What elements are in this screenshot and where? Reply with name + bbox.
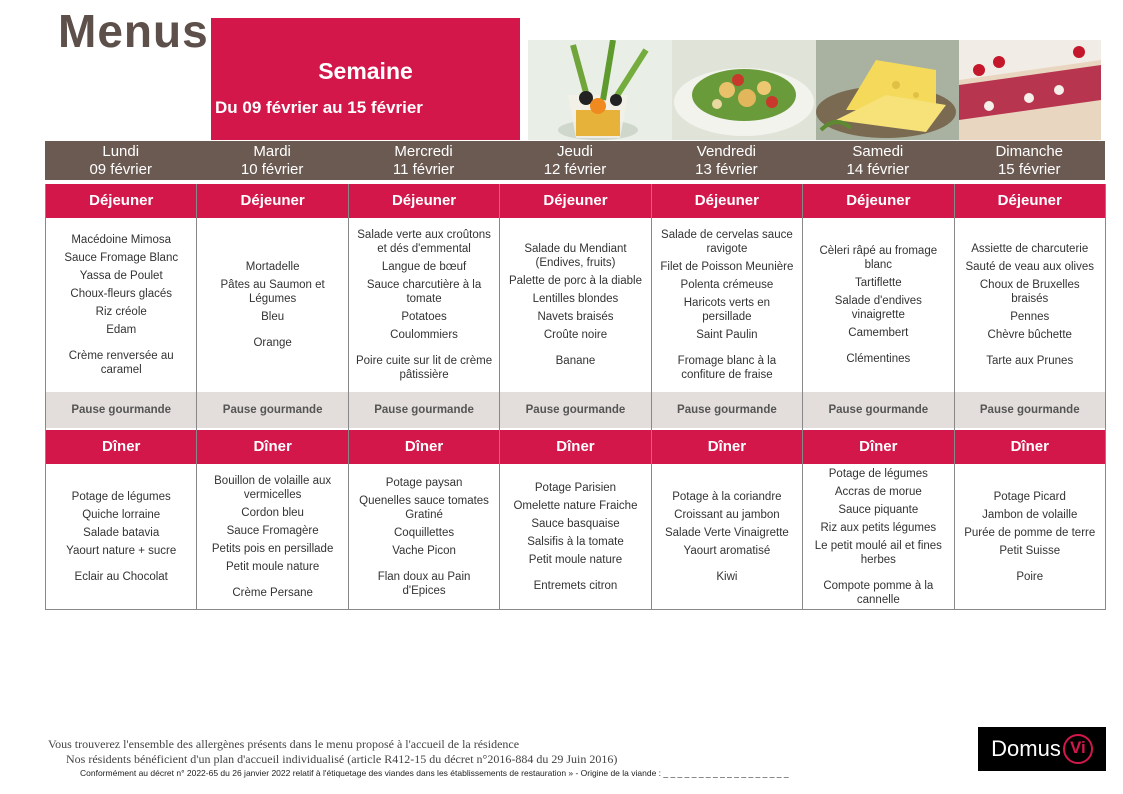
menu-item: Tarte aux Prunes — [986, 355, 1074, 367]
menu-item: Filet de Poisson Meunière — [660, 261, 794, 273]
menu-item: Salsifis à la tomate — [527, 535, 624, 548]
lunch-heading: Déjeuner — [500, 184, 650, 218]
menu-item: Salade d'endives vinaigrette — [834, 295, 922, 321]
menu-item: Mortadelle — [245, 261, 300, 273]
menu-grid — [45, 184, 1106, 610]
photo-asparagus-verrine — [528, 40, 672, 140]
dinner-heading: Dîner — [652, 430, 802, 464]
dinner-items — [955, 464, 1105, 610]
dinner-items — [197, 464, 347, 610]
menu-item: Croissant au jambon — [674, 508, 780, 521]
menu-item: Omelette nature Fraiche — [513, 499, 638, 512]
menu-item: Salade Verte Vinaigrette — [664, 526, 789, 539]
menu-item: Accras de morue — [834, 485, 922, 498]
menu-item: Polenta crémeuse — [680, 279, 774, 291]
menu-item: Poire — [1016, 570, 1044, 583]
menu-item: Salade du Mendiant (Endives, fruits) — [524, 243, 627, 269]
menu-item: Salade batavia — [83, 526, 160, 539]
menu-item: Sauce Fromage Blanc — [64, 252, 179, 264]
menu-item: Bleu — [261, 311, 285, 323]
menu-item: Cèleri râpé au fromage blanc — [819, 245, 938, 271]
menu-item: Vache Picon — [392, 544, 456, 557]
lunch-items — [500, 218, 650, 392]
menu-item: Tartiflette — [854, 277, 902, 289]
menu-item: Potage à la coriandre — [672, 490, 782, 503]
lunch-heading: Déjeuner — [197, 184, 347, 218]
menu-item: Orange — [253, 337, 292, 349]
menu-item: Yaourt nature + sucre — [66, 544, 177, 557]
dinner-heading: Dîner — [500, 430, 650, 464]
day-date: 11 février — [392, 161, 455, 178]
page-title: Menus — [58, 5, 209, 57]
day-name: Jeudi — [557, 143, 593, 160]
menu-item: Salade de cervelas sauce ravigote — [661, 229, 793, 255]
dinner-items — [652, 464, 802, 610]
menu-item: Lentilles blondes — [532, 293, 619, 305]
lunch-heading: Déjeuner — [803, 184, 953, 218]
logo-text: Domus — [991, 736, 1061, 761]
menu-item: Yaourt aromatisé — [683, 544, 771, 557]
footer-allergens: Vous trouverez l'ensemble des allergènes présents dans le menu proposé à l'accueil de la résidence — [48, 737, 520, 751]
day-header — [348, 141, 499, 180]
lunch-heading: Déjeuner — [652, 184, 802, 218]
day-column — [348, 184, 499, 610]
menu-item: Haricots verts en persillade — [683, 297, 771, 323]
dinner-heading: Dîner — [46, 430, 196, 464]
menu-item: Petit Suisse — [999, 544, 1061, 557]
menu-item: Edam — [106, 324, 137, 336]
menu-item: Flan doux au Pain d'Epices — [377, 570, 471, 597]
menu-item: Bouillon de volaille aux vermicelles — [214, 474, 332, 501]
menu-item: Pennes — [1010, 311, 1050, 323]
lunch-items — [46, 218, 196, 392]
menu-item: Potage de légumes — [828, 467, 928, 480]
menu-item: Quiche lorraine — [82, 508, 161, 521]
dinner-items — [500, 464, 650, 610]
day-header — [499, 141, 650, 180]
menu-item: Pâtes au Saumon et Légumes — [220, 279, 325, 305]
menu-item: Sauce charcutière à la tomate — [366, 279, 482, 305]
menu-item: Sauté de veau aux olives — [965, 261, 1094, 273]
day-date: 12 février — [543, 161, 607, 178]
lunch-heading: Déjeuner — [46, 184, 196, 218]
menu-item: Cordon bleu — [241, 506, 304, 519]
day-column — [802, 184, 953, 610]
snack-break: Pause gourmande — [955, 392, 1105, 428]
menu-item: Jambon de volaille — [982, 508, 1078, 521]
menu-item: Clémentines — [846, 353, 911, 365]
dinner-heading: Dîner — [803, 430, 953, 464]
menu-item: Coquillettes — [394, 526, 455, 539]
days-header — [45, 141, 1105, 180]
menu-item: Quenelles sauce tomates Gratiné — [359, 494, 489, 521]
day-date: 15 février — [997, 161, 1061, 178]
menu-item: Potage Parisien — [534, 481, 617, 494]
day-date: 14 février — [846, 161, 910, 178]
snack-break: Pause gourmande — [652, 392, 802, 428]
logo-mark: Vi — [1063, 734, 1093, 764]
footer-decree: Conformément au décret n° 2022-65 du 26 janvier 2022 relatif à l'étiquetage des viandes dans les établissements de restauration » - Origine de la viande : _ _ _ _ _ _ _ _ _ _ _ _ _ _ _ _ _ _ — [80, 768, 789, 778]
menu-item: Riz aux petits légumes — [820, 521, 937, 534]
menu-item: Fromage blanc à la confiture de fraise — [677, 355, 777, 381]
menu-item: Banane — [555, 355, 596, 367]
menu-item: Purée de pomme de terre — [964, 526, 1096, 539]
day-column — [196, 184, 347, 610]
dinner-heading: Dîner — [197, 430, 347, 464]
menu-item: Sauce Fromagère — [226, 524, 319, 537]
snack-break: Pause gourmande — [46, 392, 196, 428]
day-date: 13 février — [695, 161, 758, 178]
dinner-items — [349, 464, 499, 610]
snack-break: Pause gourmande — [197, 392, 347, 428]
day-date: 10 février — [240, 161, 304, 178]
menu-item: Petit moule nature — [528, 553, 623, 566]
day-name: Mercredi — [394, 143, 453, 160]
day-column — [45, 184, 196, 610]
day-column — [651, 184, 802, 610]
lunch-items — [197, 218, 347, 392]
menu-item: Potage Picard — [993, 490, 1066, 503]
menu-item: Riz créole — [95, 306, 147, 318]
menu-item: Croûte noire — [543, 329, 608, 341]
menu-item: Sauce piquante — [838, 503, 919, 516]
day-name: Mardi — [253, 143, 291, 160]
menu-item: Saint Paulin — [696, 329, 758, 341]
day-name: Dimanche — [995, 143, 1063, 160]
menu-item: Navets braisés — [537, 311, 614, 323]
menu-item: Eclair au Chocolat — [74, 570, 168, 583]
menu-item: Camembert — [848, 327, 909, 339]
lunch-items — [349, 218, 499, 392]
photo-fruit-tart — [959, 40, 1101, 140]
week-label: Semaine — [318, 58, 413, 84]
menu-item: Potage paysan — [385, 476, 463, 489]
dinner-items — [46, 464, 196, 610]
menu-item: Le petit moulé ail et fines herbes — [814, 539, 942, 566]
menu-item: Choux de Bruxelles braisés — [979, 279, 1080, 305]
menu-item: Potatoes — [401, 311, 447, 323]
menu-item: Assiette de charcuterie — [971, 243, 1089, 255]
lunch-heading: Déjeuner — [955, 184, 1105, 218]
lunch-items — [803, 218, 953, 392]
day-header — [954, 141, 1105, 180]
menu-item: Poire cuite sur lit de crème pâtissière — [355, 355, 493, 381]
week-header — [211, 18, 520, 140]
menu-item: Potage de légumes — [71, 490, 171, 503]
snack-break: Pause gourmande — [349, 392, 499, 428]
day-name: Lundi — [102, 143, 140, 160]
day-name: Vendredi — [696, 143, 756, 160]
snack-break: Pause gourmande — [803, 392, 953, 428]
day-name: Samedi — [852, 143, 904, 160]
dinner-items — [803, 464, 953, 610]
day-header — [802, 141, 953, 180]
menu-item: Petits pois en persillade — [211, 542, 334, 555]
menu-item: Compote pomme à la cannelle — [823, 579, 934, 606]
menu-item: Macédoine Mimosa — [71, 234, 172, 246]
menu-item: Yassa de Poulet — [79, 270, 163, 282]
menu-item: Coulommiers — [390, 329, 458, 341]
day-column — [954, 184, 1105, 610]
menu-item: Kiwi — [716, 570, 738, 583]
menu-item: Sauce basquaise — [531, 517, 620, 530]
domusvi-logo — [978, 727, 1106, 771]
day-header — [651, 141, 802, 180]
menu-item: Petit moule nature — [225, 560, 320, 573]
snack-break: Pause gourmande — [500, 392, 650, 428]
menu-item: Palette de porc à la diable — [508, 275, 642, 287]
photo-cheese — [816, 40, 959, 140]
day-column — [499, 184, 650, 610]
day-header — [45, 141, 196, 180]
menu-item: Chèvre bûchette — [987, 329, 1072, 341]
lunch-items — [955, 218, 1105, 392]
footer-plan: Nos résidents bénéficient d'un plan d'accueil individualisé (article R412-15 du décret n°2016-884 du 29 Juin 2016) — [66, 752, 618, 766]
photo-pasta-salad — [672, 40, 816, 140]
menu-item: Entremets citron — [533, 579, 618, 592]
menu-item: Crème Persane — [232, 586, 313, 599]
day-date: 09 février — [89, 161, 152, 178]
lunch-items — [652, 218, 802, 392]
dinner-heading: Dîner — [349, 430, 499, 464]
day-header — [196, 141, 347, 180]
date-range: Du 09 février au 15 février — [215, 98, 423, 117]
menu-item: Salade verte aux croûtons et dés d'emmental — [357, 229, 491, 255]
menu-item: Choux-fleurs glacés — [70, 288, 173, 300]
dinner-heading: Dîner — [955, 430, 1105, 464]
lunch-heading: Déjeuner — [349, 184, 499, 218]
menu-item: Langue de bœuf — [381, 261, 467, 273]
menu-item: Crème renversée au caramel — [68, 350, 174, 376]
